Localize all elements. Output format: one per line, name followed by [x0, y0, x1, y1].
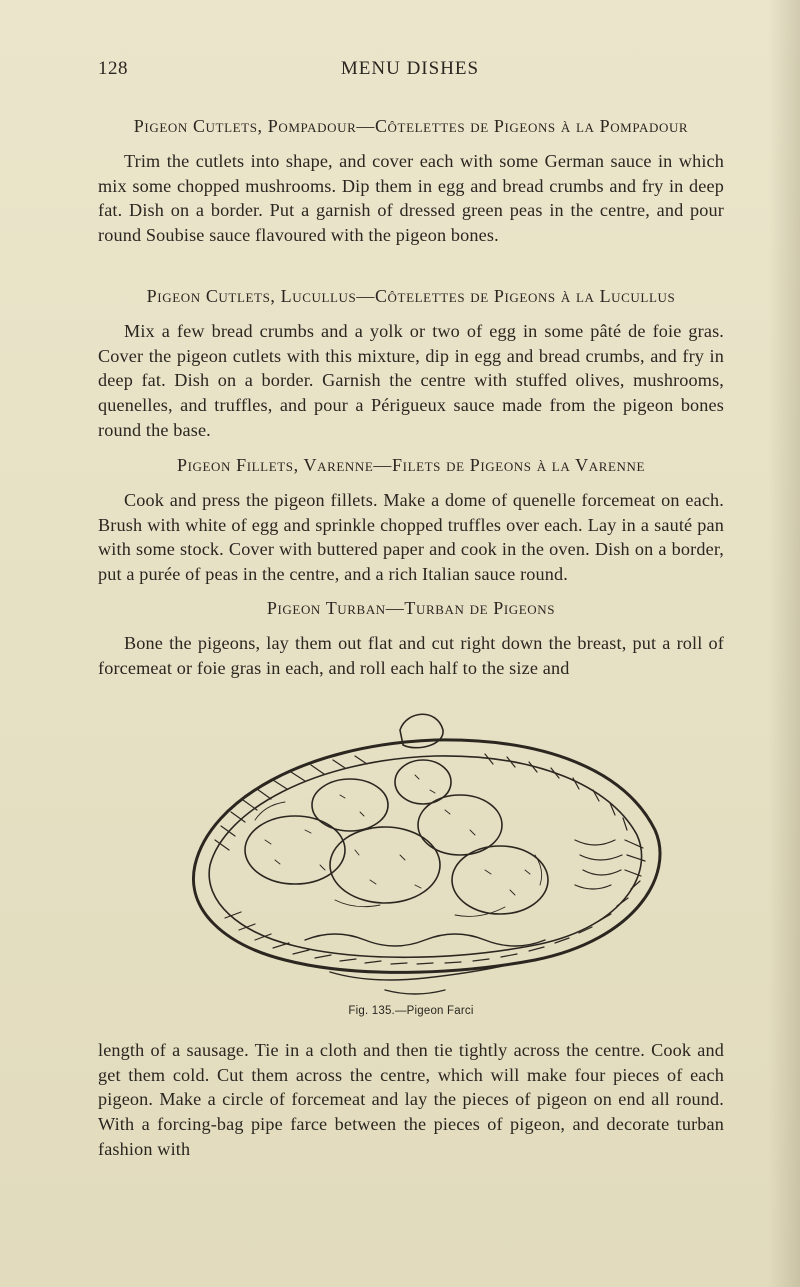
running-head	[98, 58, 722, 84]
recipe-turban	[98, 598, 724, 680]
recipe-varenne	[98, 455, 724, 587]
recipe-heading: Pigeon Fillets, Varenne—Filets de Pigeons à la Varenne	[176, 455, 646, 475]
recipe-text: Bone the pigeons, lay them out flat and cut right down the breast, put a roll of forcemeat or foie gras in each, and roll each half to the size and	[98, 633, 724, 678]
recipe-text: Cook and press the pigeon fillets. Make a dome of quenelle forcemeat on each. Brush with white of egg and sprinkle chopped truffles over each. Lay in a sauté pan with some stock. Cover with buttered paper and cook in the oven. Dish on a border, put a purée of peas in the centre, and a rich Italian sauce round.	[98, 490, 724, 585]
recipe-heading: Pigeon Turban—Turban de Pigeons	[266, 598, 556, 618]
recipe-pompadour	[98, 116, 724, 248]
recipe-text: Mix a few bread crumbs and a yolk or two of egg in some pâté de foie gras. Cover the pigeon cutlets with this mixture, dip in egg and bread crumbs, and fry in deep fat. Dish on a border. Garnish the centre with stuffed olives, mushrooms, quenelles, and truffles, and pour a Périgueux sauce made from the pigeon bones round the base.	[98, 321, 724, 440]
page-number: 128	[98, 58, 128, 79]
continuation-text: length of a sausage. Tie in a cloth and then tie tightly across the centre. Cook and get them cold. Cut them across the centre, which will make four pieces of each pigeon. Make a circle of forcemeat and lay the pieces of pigeon on end all round. With a forcing-bag pipe farce between the pieces of pigeon, and decorate turban fashion with	[98, 1040, 724, 1159]
recipe-lucullus	[98, 286, 724, 443]
recipe-text: Trim the cutlets into shape, and cover each with some German sauce in which mix some chopped mushrooms. Dip them in egg and bread crumbs and fry in deep fat. Dish on a border. Put a garnish of dressed green peas in the centre, and pour round Soubise sauce flavoured with the pigeon bones.	[98, 151, 724, 246]
recipe-heading: Pigeon Cutlets, Pompadour—Côtelettes de Pigeons à la Pompadour	[133, 116, 689, 136]
figure-caption: Fig. 135.—Pigeon Farci	[348, 1005, 474, 1017]
recipe-heading: Pigeon Cutlets, Lucullus—Côtelettes de Pigeons à la Lucullus	[146, 286, 676, 306]
recipe-turban-continued	[98, 1038, 724, 1162]
pigeon-farci-engraving-icon	[193, 714, 660, 994]
pigeon-farci-illustration	[155, 690, 695, 1005]
running-title: MENU DISHES	[340, 58, 480, 79]
